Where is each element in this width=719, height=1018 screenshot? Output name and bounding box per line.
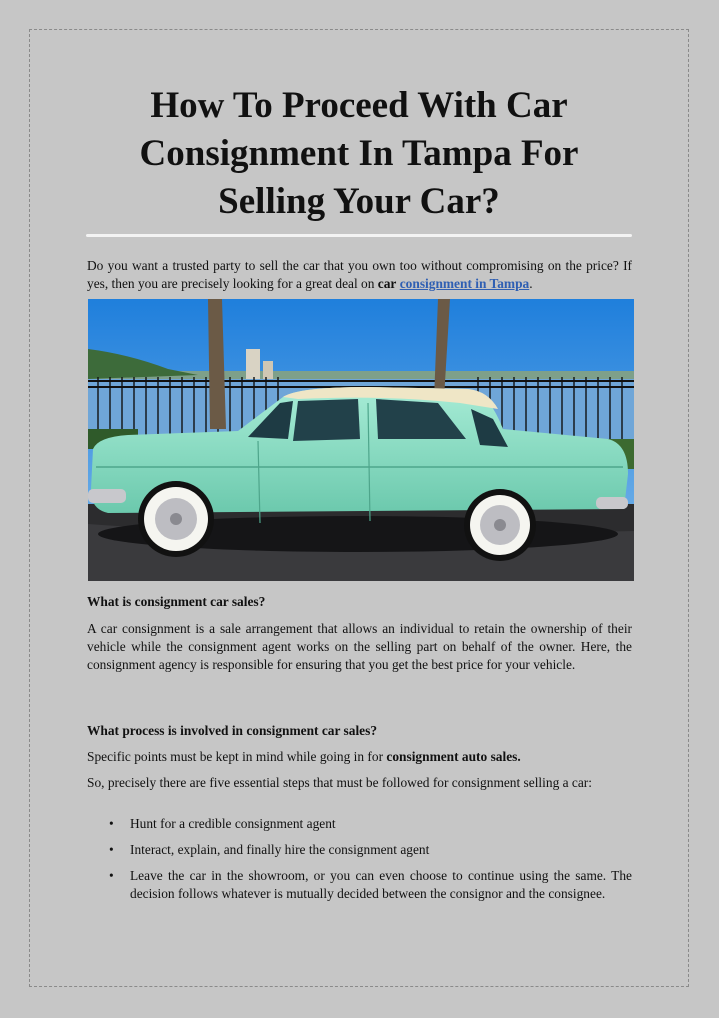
car-photo: [88, 299, 634, 581]
section2-para2: So, precisely there are five essential steps that must be followed for consignment selling a car:: [87, 775, 592, 790]
title-divider: [86, 234, 632, 237]
intro-end: .: [529, 276, 533, 291]
section2-heading: What process is involved in consignment car sales?: [87, 723, 378, 738]
section2-para1-text: Specific points must be kept in mind while going in for: [87, 749, 384, 764]
list-item: [87, 815, 632, 833]
intro-paragraph: [87, 257, 632, 293]
photo-car-icon: [88, 299, 634, 581]
section2-para1-bold: consignment auto sales.: [386, 749, 521, 764]
page-title: How To Proceed With Car Consignment In Tampa For Selling Your Car?: [139, 85, 579, 222]
list-item: [87, 841, 632, 859]
list-item-text: Interact, explain, and finally hire the consignment agent: [130, 842, 430, 857]
steps-list: [87, 815, 632, 911]
section2-para1: [87, 748, 632, 766]
bullet-icon: •: [109, 842, 114, 857]
list-item: [87, 867, 632, 903]
section1-body: A car consignment is a sale arrangement that allows an individual to retain the ownership of their vehicle while the consignment agent works on the selling part on behalf of the owner. Here, the consignment agency is responsible for ensuring that you get the best price for your vehicle.: [87, 621, 632, 672]
section1-heading: What is consignment car sales?: [87, 594, 266, 609]
bullet-icon: •: [109, 816, 114, 831]
consignment-tampa-link[interactable]: consignment in Tampa: [399, 276, 530, 291]
intro-text: Do you want a trusted party to sell the car that you own too without compromising on the price? If yes, then you are precisely looking for a great deal on: [87, 258, 632, 291]
list-item-text: Hunt for a credible consignment agent: [130, 816, 336, 831]
list-item-text: Leave the car in the showroom, or you can even choose to continue using the same. The decision follows whatever is mutually decided between the consignor and the consignee.: [130, 868, 632, 901]
intro-bold-word: car: [377, 276, 397, 291]
bullet-icon: •: [109, 868, 114, 883]
